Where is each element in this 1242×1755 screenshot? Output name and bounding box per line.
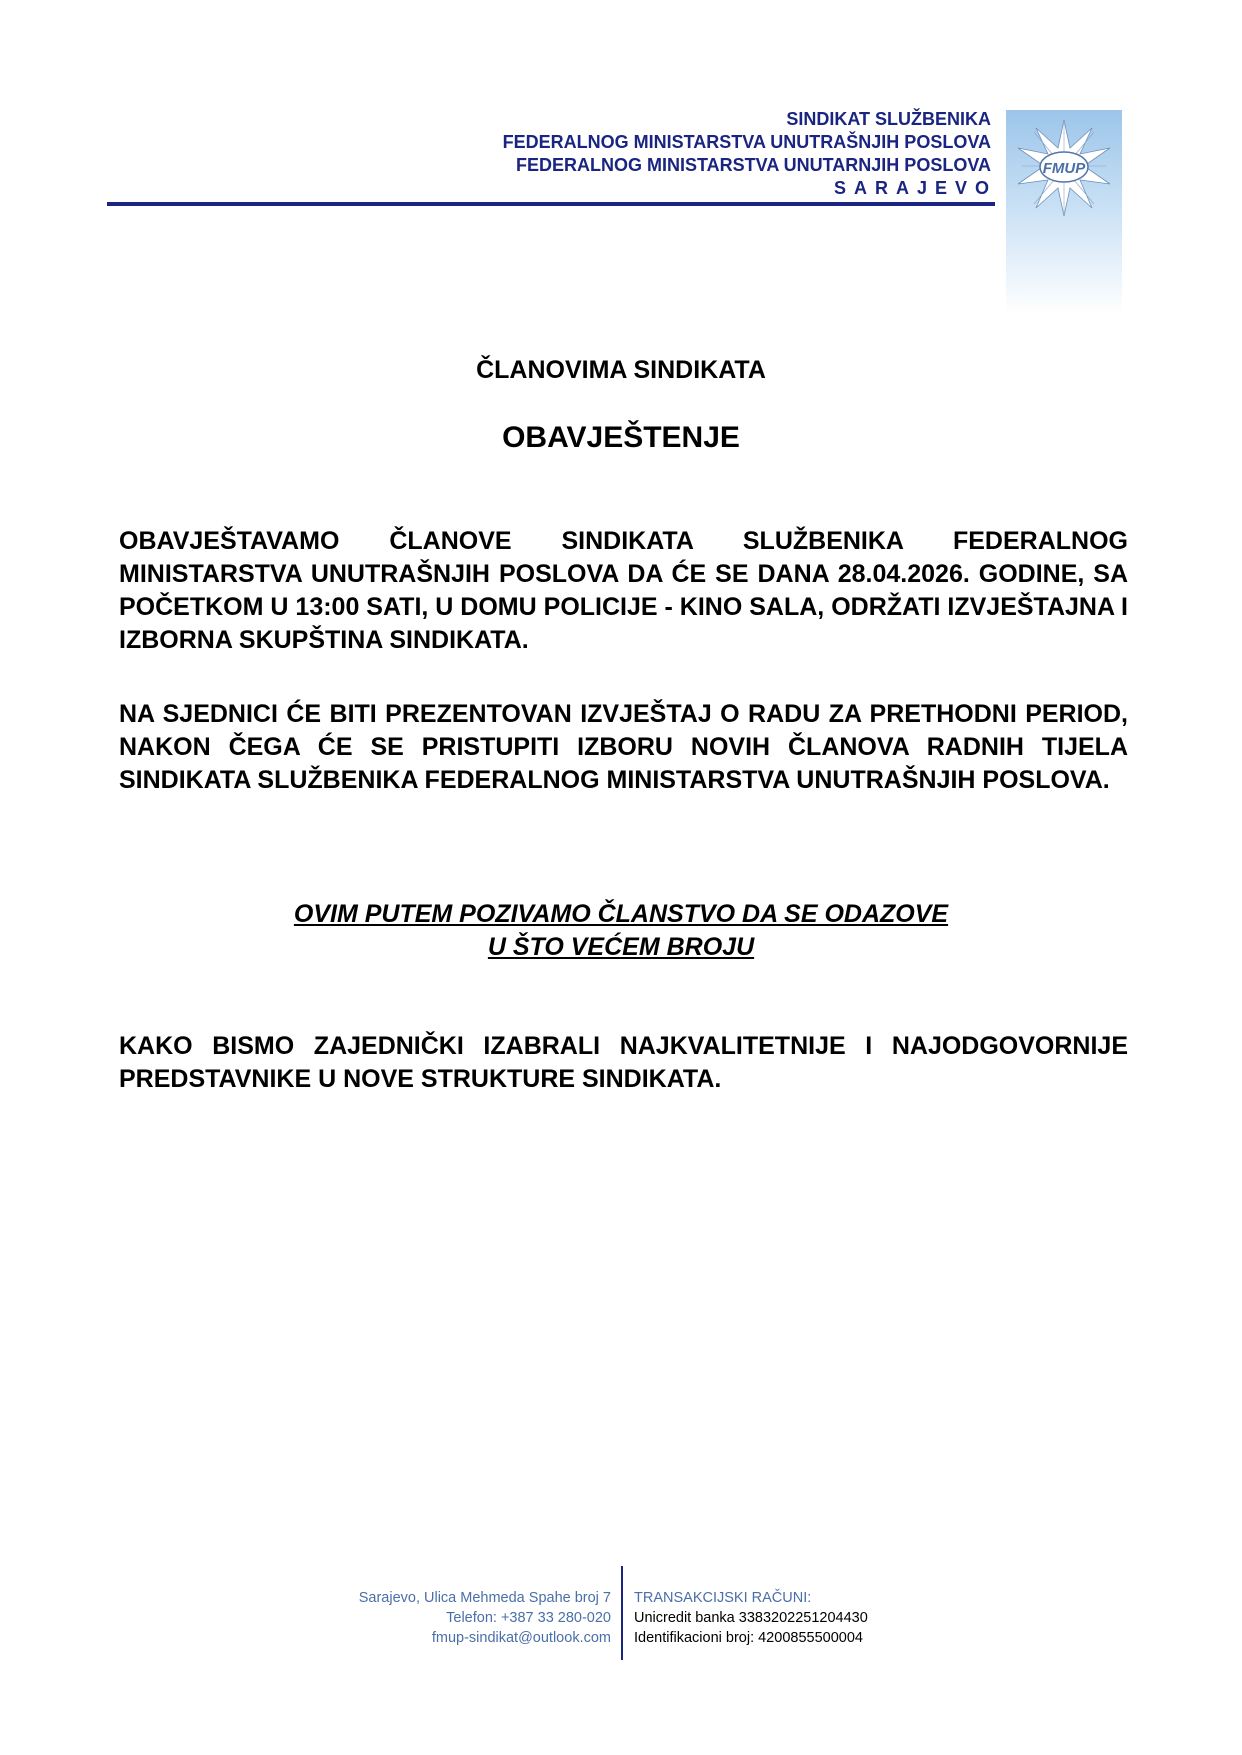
footer-email: fmup-sindikat@outlook.com bbox=[431, 1630, 611, 1646]
footer-phone: Telefon: +387 33 280-020 bbox=[446, 1610, 611, 1626]
footer-id-number: Identifikacioni broj: 4200855500004 bbox=[634, 1630, 863, 1646]
invitation-line-2: U ŠTO VEĆEM BROJU bbox=[487, 933, 755, 961]
paragraph-announcement: OBAVJEŠTAVAMO ČLANOVE SINDIKATA SLUŽBENIKA FEDERALNOG MINISTARSTVA UNUTRAŠNJIH POSLOVA DA ĆE SE DANA 28.04.2026. GODINE, SA POČETKOM U 13:00 SATI, U DOMU POLICIJE - KINO SALA, ODRŽATI IZVJEŠTAJNA I IZBORNA SKUPŠTINA SINDIKATA. bbox=[119, 527, 1128, 654]
paragraph-agenda: NA SJEDNICI ĆE BITI PREZENTOVAN IZVJEŠTAJ O RADU ZA PRETHODNI PERIOD, NAKON ČEGA ĆE SE PRISTUPITI IZBORU NOVIH ČLANOVA RADNIH TIJELA SINDIKATA SLUŽBENIKA FEDERALNOG MINISTARSTVA UNUTRAŠNJIH POSLOVA. bbox=[119, 700, 1128, 794]
star-badge-icon bbox=[1014, 118, 1114, 218]
footer-bank-account: Unicredit banka 3383202251204430 bbox=[634, 1610, 868, 1626]
footer-divider bbox=[621, 1566, 623, 1660]
invitation-line-1: OVIM PUTEM POZIVAMO ČLANSTVO DA SE ODAZOVE bbox=[293, 900, 949, 928]
ministry-name-alt: FEDERALNOG MINISTARSTVA UNUTARNJIH POSLOVA bbox=[515, 155, 991, 175]
logo-panel bbox=[1006, 110, 1122, 314]
paragraph-closing: KAKO BISMO ZAJEDNIČKI IZABRALI NAJKVALITETNIJE I NAJODGOVORNIJE PREDSTAVNIKE U NOVE STRUKTURE SINDIKATA. bbox=[119, 1032, 1128, 1093]
footer-address: Sarajevo, Ulica Mehmeda Spahe broj 7 bbox=[358, 1590, 611, 1606]
document-title: OBAVJEŠTENJE bbox=[502, 421, 740, 454]
union-name: SINDIKAT SLUŽBENIKA bbox=[786, 109, 991, 129]
city-name: SARAJEVO bbox=[833, 178, 997, 198]
footer-accounts-title: TRANSAKCIJSKI RAČUNI: bbox=[634, 1590, 812, 1606]
letterhead-text bbox=[107, 108, 997, 200]
footer-contact bbox=[359, 1588, 611, 1648]
recipient-line: ČLANOVIMA SINDIKATA bbox=[476, 356, 766, 384]
ministry-name: FEDERALNOG MINISTARSTVA UNUTRAŠNJIH POSLOVA bbox=[502, 132, 991, 152]
invitation bbox=[0, 898, 1242, 964]
header-divider bbox=[107, 202, 995, 206]
logo-text: FMUP bbox=[1042, 160, 1086, 177]
footer-accounts bbox=[634, 1588, 868, 1648]
